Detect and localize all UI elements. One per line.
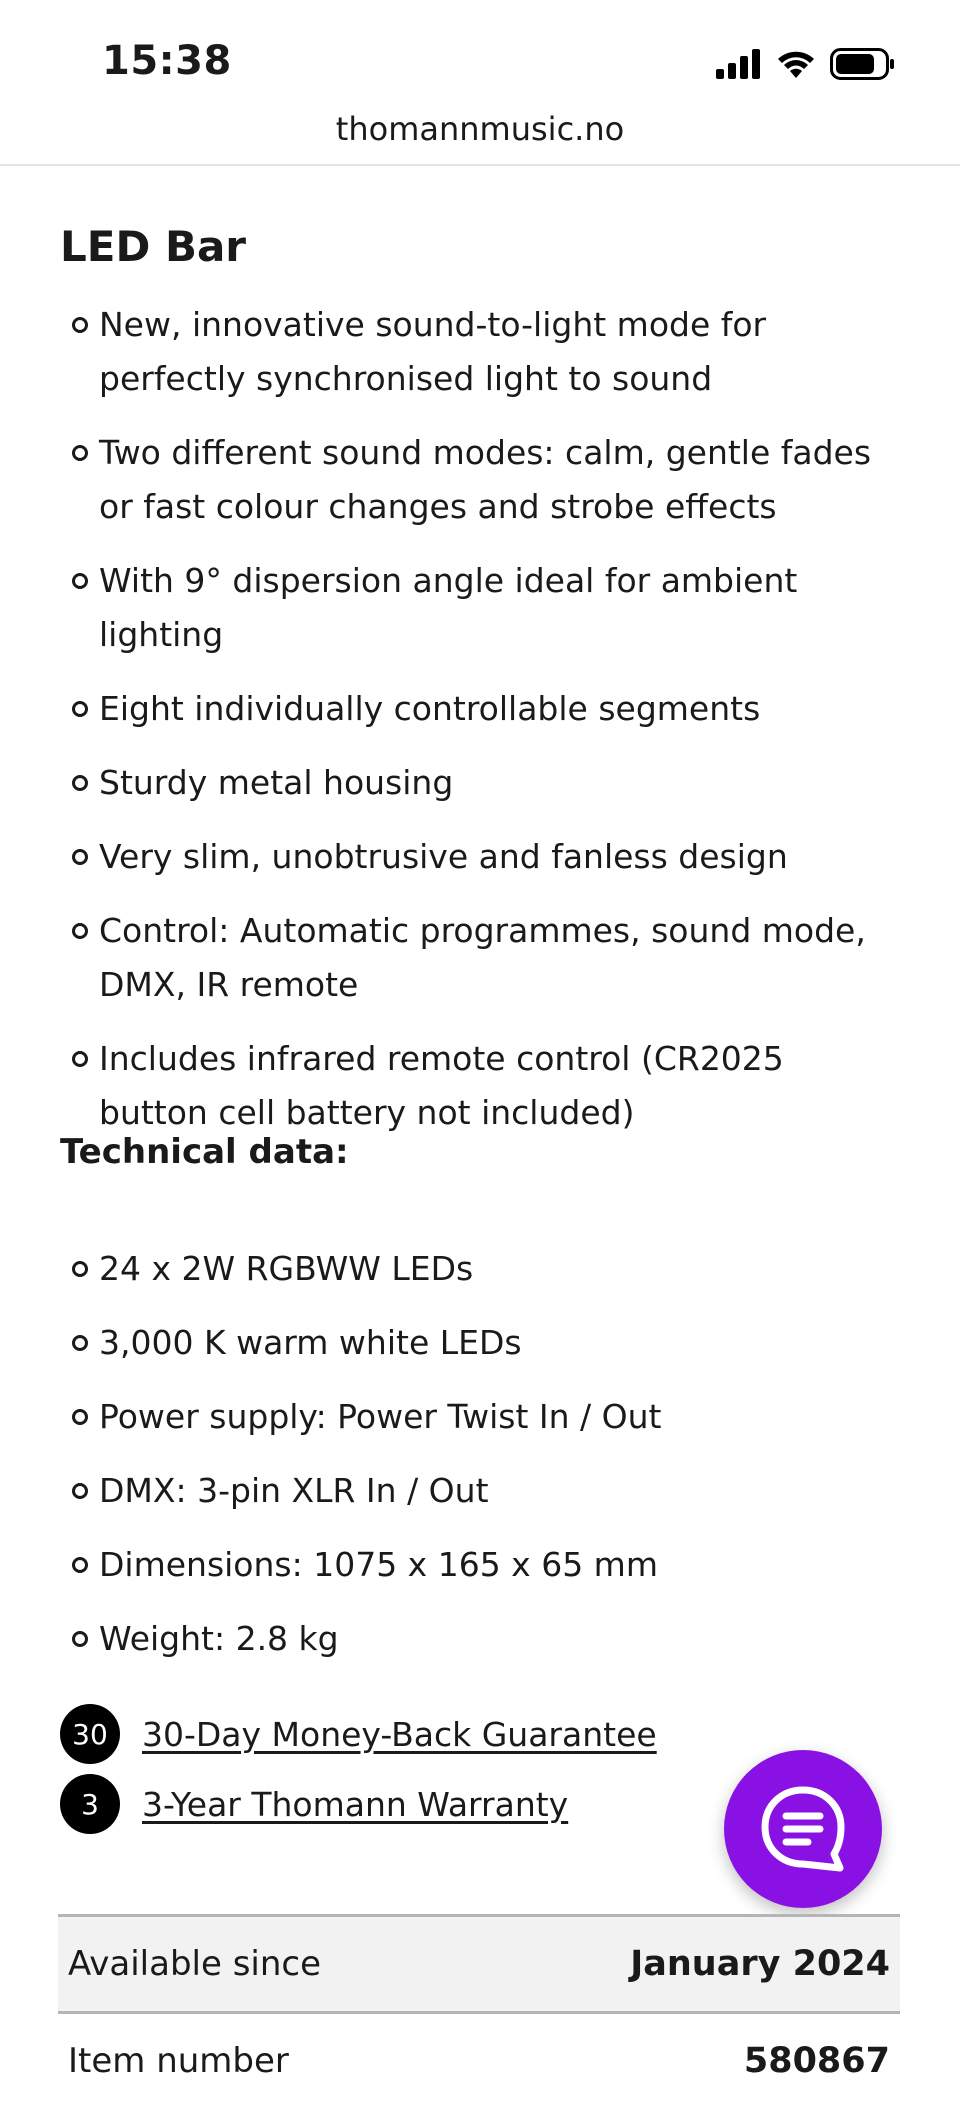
money-back-guarantee [60, 1704, 657, 1764]
technical-item: DMX: 3-pin XLR In / Out [60, 1464, 900, 1518]
info-row-item-number [58, 2011, 900, 2108]
address-bar-divider [0, 164, 960, 166]
feature-item: Includes infrared remote control (CR2025 button cell battery not included) [60, 1032, 900, 1140]
warranty-link[interactable]: 3-Year Thomann Warranty [142, 1784, 569, 1824]
technical-item: Weight: 2.8 kg [60, 1612, 900, 1666]
technical-item: 24 x 2W RGBWW LEDs [60, 1242, 900, 1296]
feature-item: New, innovative sound-to-light mode for perfectly synchronised light to sound [60, 298, 900, 406]
technical-item: 3,000 K warm white LEDs [60, 1316, 900, 1370]
warranty-badge: 3 [60, 1774, 120, 1834]
feature-list [60, 298, 900, 1160]
section-heading: LED Bar [60, 222, 247, 271]
technical-data-list [60, 1242, 900, 1686]
chat-bubble-icon [754, 1780, 852, 1878]
money-back-badge: 30 [60, 1704, 120, 1764]
product-info-table [58, 1914, 900, 2108]
info-row-available-since [58, 1914, 900, 2011]
feature-item: Control: Automatic programmes, sound mode, DMX, IR remote [60, 904, 900, 1012]
info-label: Available since [68, 1944, 322, 1984]
status-icons [716, 44, 896, 84]
technical-item: Power supply: Power Twist In / Out [60, 1390, 900, 1444]
info-label: Item number [68, 2041, 289, 2081]
status-time: 15:38 [102, 38, 232, 84]
cellular-signal-icon [716, 49, 762, 79]
status-bar [0, 0, 960, 110]
technical-item: Dimensions: 1075 x 165 x 65 mm [60, 1538, 900, 1592]
feature-item: Two different sound modes: calm, gentle fades or fast colour changes and strobe effects [60, 426, 900, 534]
feature-item: Eight individually controllable segments [60, 682, 900, 736]
feature-item: With 9° dispersion angle ideal for ambient lighting [60, 554, 900, 662]
technical-data-heading: Technical data: [60, 1132, 349, 1172]
wifi-icon [776, 49, 816, 79]
feature-item: Very slim, unobtrusive and fanless design [60, 830, 900, 884]
money-back-guarantee-link[interactable]: 30-Day Money-Back Guarantee [142, 1714, 657, 1754]
info-value: January 2024 [630, 1944, 890, 1984]
warranty [60, 1774, 568, 1834]
battery-icon [830, 48, 896, 80]
chat-button[interactable] [724, 1750, 882, 1908]
info-value: 580867 [743, 2041, 890, 2081]
feature-item: Sturdy metal housing [60, 756, 900, 810]
address-bar-url[interactable]: thomannmusic.no [335, 110, 625, 148]
